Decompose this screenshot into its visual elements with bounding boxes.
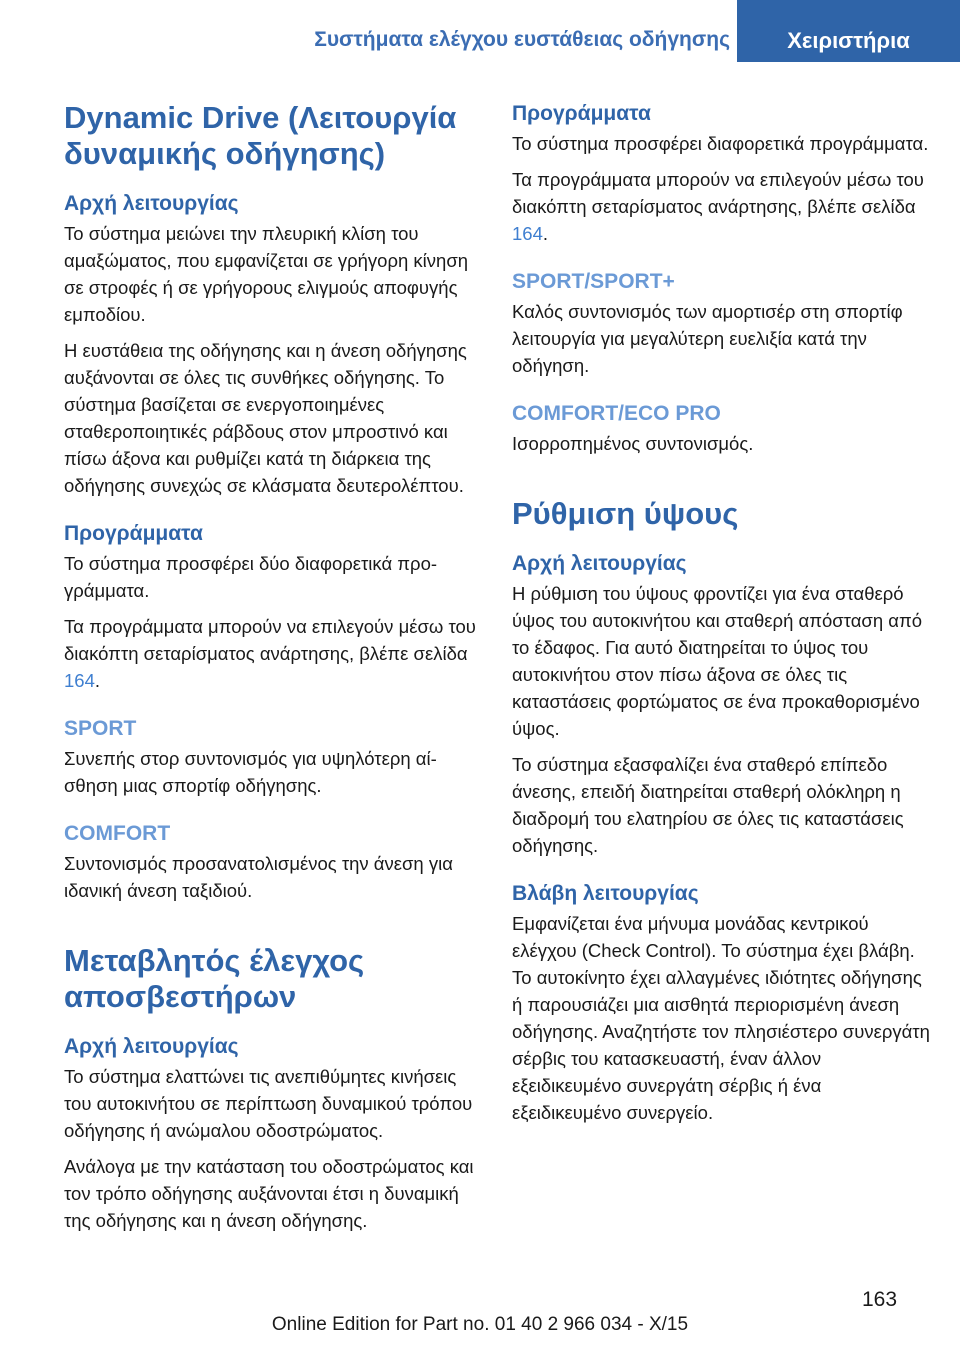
- section-title: Συστήματα ελέγχου ευστάθειας οδήγησης: [314, 28, 730, 51]
- subheading-programs: Προγράμματα: [64, 522, 203, 545]
- page-link-164[interactable]: 164: [64, 670, 95, 691]
- mode-heading-sport-plus: SPORT/SPORT+: [512, 270, 675, 293]
- paragraph: Το σύστημα προσφέρει δύο διαφορετικά προγράμματα.: [64, 553, 438, 601]
- page-number: 163: [862, 1288, 898, 1311]
- edition-footer: Online Edition for Part no. 01 40 2 966 034 - X/15: [271, 1314, 689, 1335]
- paragraph: Το σύστημα μειώνει την πλευρική κλίση του αμαξώματος, που εμφανίζεται σε γρήγορη κίνηση σε στροφές ή σε γρήγορους ελιγμούς αποφυγής εμποδίου.: [64, 223, 469, 325]
- chapter-tab[interactable]: [737, 0, 960, 62]
- page-header: [0, 0, 960, 62]
- subheading-principle: Αρχή λειτουργίας: [64, 1035, 239, 1058]
- page-link-164[interactable]: 164: [512, 223, 543, 244]
- paragraph: Εμφανίζεται ένα μήνυμα μονάδας κεντρικού ελέγχου (Check Control). Το σύστημα έχει βλάβη. Το αυτοκίνητο έχει αλλαγμένες ιδιότητες οδήγησης ή παρουσιάζει μια αισθητά περιορισμένη άνεση οδήγησης. Αναζητήστε τον πλησιέστερο συνεργάτη σέρβις του κατασκευαστή, έναν άλλον εξειδικευμένο συνεργάτη σέρβις ή ένα εξειδικευμένο συνεργείο.: [512, 913, 930, 1123]
- paragraph: Το σύστημα προσφέρει διαφορετικά προγράμματα.: [512, 133, 929, 154]
- paragraph: Καλός συντονισμός των αμορτισέρ στη σπορτίφ λειτουργία για μεγαλύτερη ευελιξία κατά την οδήγηση.: [512, 301, 903, 376]
- heading-height-adjustment: Ρύθμιση ύψους: [512, 496, 739, 531]
- paragraph: Συντονισμός προσανατολισμένος την άνεση για ιδανική άνεση ταξιδιού.: [64, 853, 453, 901]
- mode-heading-comfort: COMFORT: [64, 822, 171, 845]
- mode-heading-sport: SPORT: [64, 717, 137, 740]
- paragraph: Το σύστημα εξασφαλίζει ένα σταθερό επίπεδο άνεσης, επειδή διατηρείται σταθερή ολόκληρη η διαδρομή του ελατηρίου σε όλες τις καταστάσεις οδήγησης.: [512, 754, 904, 856]
- paragraph: Το σύστημα ελαττώνει τις ανεπιθύμητες κινήσεις του αυτοκινήτου σε περίπτωση δυναμικού τρόπου οδήγησης ή ανώμαλου οδοστρώματος.: [64, 1066, 473, 1141]
- chapter-tab-label: Χειριστήρια: [787, 28, 910, 53]
- paragraph: Η ρύθμιση του ύψους φροντίζει για ένα σταθερό ύψος του αυτοκινήτου και σταθερή απόσταση από το έδαφος. Για αυτό διατηρείται το ύψος του αυτοκινήτου στον πίσω άξονα σε όλες τις καταστάσεις φορτώματος σε ένα προκαθορισμένο ύψος.: [512, 583, 922, 739]
- paragraph: Ανάλογα με την κατάσταση του οδοστρώματος και τον τρόπο οδήγησης αυξάνονται έτσι η δυναμική της οδήγησης και η άνεση οδήγησης.: [64, 1156, 474, 1231]
- heading-variable-damper: Μεταβλητός έλεγχος αποσβεστήρων: [64, 943, 365, 1014]
- paragraph: Συνεπής στορ συντονισμός για υψηλότερη αίσθηση μιας σπορτίφ οδήγησης.: [64, 748, 437, 796]
- heading-dynamic-drive: Dynamic Drive (Λειτουργία δυναμικής οδήγησης): [64, 100, 457, 171]
- subheading-principle: Αρχή λειτουργίας: [64, 192, 239, 215]
- paragraph: Η ευστάθεια της οδήγησης και η άνεση οδήγησης αυξάνονται σε όλες τις συνθήκες οδήγησης. Το σύστημα βασίζεται σε ενεργοποιημένες σταθεροποιητικές ράβδους στον μπροστινό και πίσω άξονα και ρυθμίζει κατά τη διάρκεια της οδήγησης συνεχώς σε κλάσματα δευτερολέπτου.: [64, 340, 467, 496]
- paragraph: Ισορροπημένος συντονισμός.: [512, 433, 754, 454]
- subheading-programs: Προγράμματα: [512, 102, 651, 125]
- left-column: [64, 100, 482, 1243]
- right-column: [512, 100, 930, 1135]
- mode-heading-comfort-eco: COMFORT/ECO PRO: [512, 402, 721, 425]
- subheading-principle: Αρχή λειτουργίας: [512, 552, 687, 575]
- subheading-fault: Βλάβη λειτουργίας: [512, 882, 699, 905]
- paragraph: Τα προγράμματα μπορούν να επιλεγούν μέσω του διακόπτη σεταρίσματος ανάρτησης, βλέπε σελίδα 164.: [512, 169, 924, 244]
- paragraph: Τα προγράμματα μπορούν να επιλεγούν μέσω του διακόπτη σεταρίσματος ανάρτησης, βλέπε σελίδα 164.: [64, 616, 476, 691]
